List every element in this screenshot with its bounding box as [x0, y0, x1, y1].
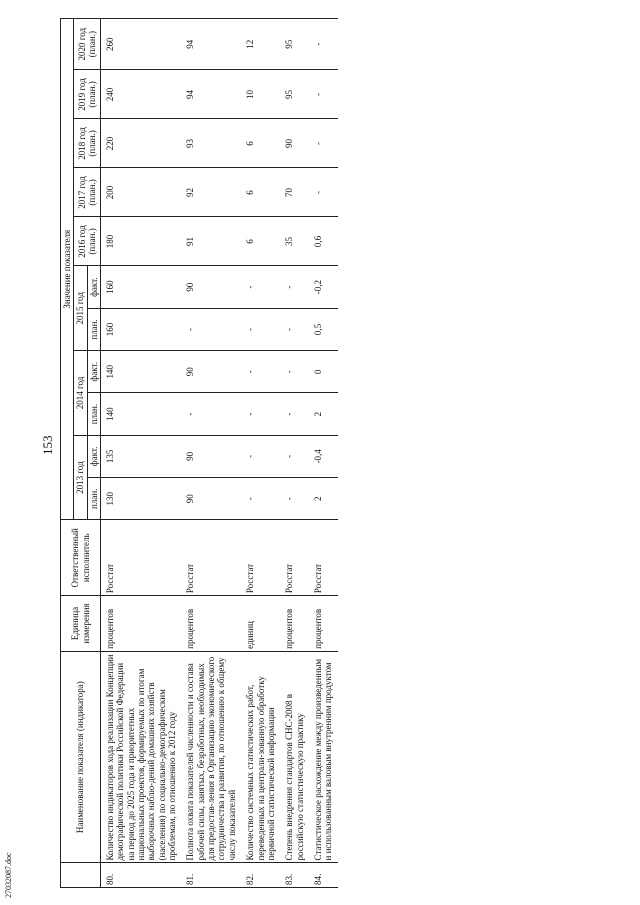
- cell-2017: -: [309, 168, 338, 217]
- cell-2016: 0,6: [309, 217, 338, 266]
- cell-2014-plan: -: [181, 393, 241, 435]
- cell-2016: 91: [181, 217, 241, 266]
- row-unit: процентов: [181, 596, 241, 652]
- cell-2014-plan: 2: [309, 393, 338, 435]
- header-2016: 2016 год (план.): [74, 217, 101, 266]
- cell-2015-plan: -: [241, 308, 280, 350]
- header-executor: Ответственный исполнитель: [61, 520, 101, 596]
- page-number: 153: [40, 435, 55, 455]
- row-name: Количество индикаторов хода реализации Концепции демографической политики Российской Федерации на период до 2025 года и приоритетных национальных проектов, формируемых по итогам выборочных наблю-дений домашних хозяйств (населения) по социально-демографическим проблемам, по отношению к 2012 году: [101, 651, 182, 863]
- cell-2020: -: [309, 19, 338, 70]
- header-2015-fact: факт.: [87, 266, 100, 308]
- row-unit: процентов: [309, 596, 338, 652]
- header-2014-plan: план.: [87, 393, 100, 435]
- document-filename-footer: 27032087.doc: [4, 852, 13, 898]
- cell-2013-plan: 2: [309, 478, 338, 520]
- row-number: 80.: [101, 863, 182, 888]
- cell-2014-fact: 90: [181, 351, 241, 393]
- cell-2015-fact: -: [280, 266, 309, 308]
- cell-2017: 6: [241, 168, 280, 217]
- header-2013: 2013 год: [74, 435, 87, 520]
- cell-2017: 92: [181, 168, 241, 217]
- cell-2019: -: [309, 70, 338, 119]
- header-2018: 2018 год (план.): [74, 119, 101, 168]
- cell-2020: 260: [101, 19, 182, 70]
- header-2017: 2017 год (план.): [74, 168, 101, 217]
- row-number: 83.: [280, 863, 309, 888]
- row-executor: Росстат: [280, 520, 309, 596]
- cell-2016: 35: [280, 217, 309, 266]
- cell-2014-plan: -: [241, 393, 280, 435]
- table-row: [101, 19, 182, 888]
- indicators-table: [60, 18, 338, 888]
- row-name: Степень внедрения стандартов СНС-2008 в российскую статистическую практику: [280, 651, 309, 863]
- row-executor: Росстат: [101, 520, 182, 596]
- table-row: [280, 19, 309, 888]
- header-2015: 2015 год: [74, 266, 87, 351]
- header-name: Наименование показателя (индикатора): [61, 651, 101, 863]
- cell-2015-fact: 90: [181, 266, 241, 308]
- cell-2020: 95: [280, 19, 309, 70]
- cell-2013-plan: -: [241, 478, 280, 520]
- cell-2016: 180: [101, 217, 182, 266]
- header-values-group: Значение показателя: [61, 19, 74, 520]
- cell-2013-plan: 90: [181, 478, 241, 520]
- row-executor: Росстат: [181, 520, 241, 596]
- cell-2020: 94: [181, 19, 241, 70]
- header-2014-fact: факт.: [87, 351, 100, 393]
- cell-2018: 90: [280, 119, 309, 168]
- table-row: [241, 19, 280, 888]
- cell-2018: -: [309, 119, 338, 168]
- cell-2015-fact: -0,2: [309, 266, 338, 308]
- row-unit: единиц: [241, 596, 280, 652]
- row-name: Полнота охвата показателей численности и состава рабочей силы, занятых, безработных, необходимых для предостав-ления в Организацию экономического сотрудничества и развития, по отношению к общему числу показателей: [181, 651, 241, 863]
- cell-2019: 240: [101, 70, 182, 119]
- header-number: [61, 863, 101, 888]
- cell-2013-fact: -: [241, 435, 280, 477]
- header-2015-plan: план.: [87, 308, 100, 350]
- row-unit: процентов: [101, 596, 182, 652]
- cell-2019: 10: [241, 70, 280, 119]
- header-unit: Единица измерения: [61, 596, 101, 652]
- cell-2019: 95: [280, 70, 309, 119]
- cell-2015-plan: -: [280, 308, 309, 350]
- cell-2018: 93: [181, 119, 241, 168]
- cell-2018: 220: [101, 119, 182, 168]
- header-2019: 2019 год (план.): [74, 70, 101, 119]
- cell-2015-plan: 0,5: [309, 308, 338, 350]
- cell-2014-fact: -: [280, 351, 309, 393]
- cell-2017: 70: [280, 168, 309, 217]
- row-number: 84.: [309, 863, 338, 888]
- cell-2014-fact: 0: [309, 351, 338, 393]
- cell-2015-plan: 160: [101, 308, 182, 350]
- cell-2020: 12: [241, 19, 280, 70]
- cell-2013-fact: 90: [181, 435, 241, 477]
- table-row: [309, 19, 338, 888]
- cell-2014-plan: -: [280, 393, 309, 435]
- header-2013-fact: факт.: [87, 435, 100, 477]
- cell-2013-plan: -: [280, 478, 309, 520]
- cell-2014-plan: 140: [101, 393, 182, 435]
- header-2013-plan: план.: [87, 478, 100, 520]
- cell-2013-fact: -0,4: [309, 435, 338, 477]
- cell-2013-plan: 130: [101, 478, 182, 520]
- row-executor: Росстат: [241, 520, 280, 596]
- cell-2017: 200: [101, 168, 182, 217]
- cell-2014-fact: -: [241, 351, 280, 393]
- cell-2014-fact: 140: [101, 351, 182, 393]
- cell-2013-fact: -: [280, 435, 309, 477]
- cell-2015-fact: -: [241, 266, 280, 308]
- cell-2018: 6: [241, 119, 280, 168]
- cell-2019: 94: [181, 70, 241, 119]
- row-number: 81.: [181, 863, 241, 888]
- table-row: [181, 19, 241, 888]
- row-name: Количество системных статистических работ, переведенных на централи-зованную обработку первичной статистической информации: [241, 651, 280, 863]
- header-2014: 2014 год: [74, 351, 87, 436]
- row-executor: Росстат: [309, 520, 338, 596]
- cell-2015-fact: 160: [101, 266, 182, 308]
- row-number: 82.: [241, 863, 280, 888]
- row-unit: процентов: [280, 596, 309, 652]
- header-2020: 2020 год (план.): [74, 19, 101, 70]
- rotated-table-container: [60, 18, 570, 888]
- cell-2016: 6: [241, 217, 280, 266]
- row-name: Статистическое расхождение между произведенным и использованным валовым внутренним продуктом: [309, 651, 338, 863]
- cell-2013-fact: 135: [101, 435, 182, 477]
- cell-2015-plan: -: [181, 308, 241, 350]
